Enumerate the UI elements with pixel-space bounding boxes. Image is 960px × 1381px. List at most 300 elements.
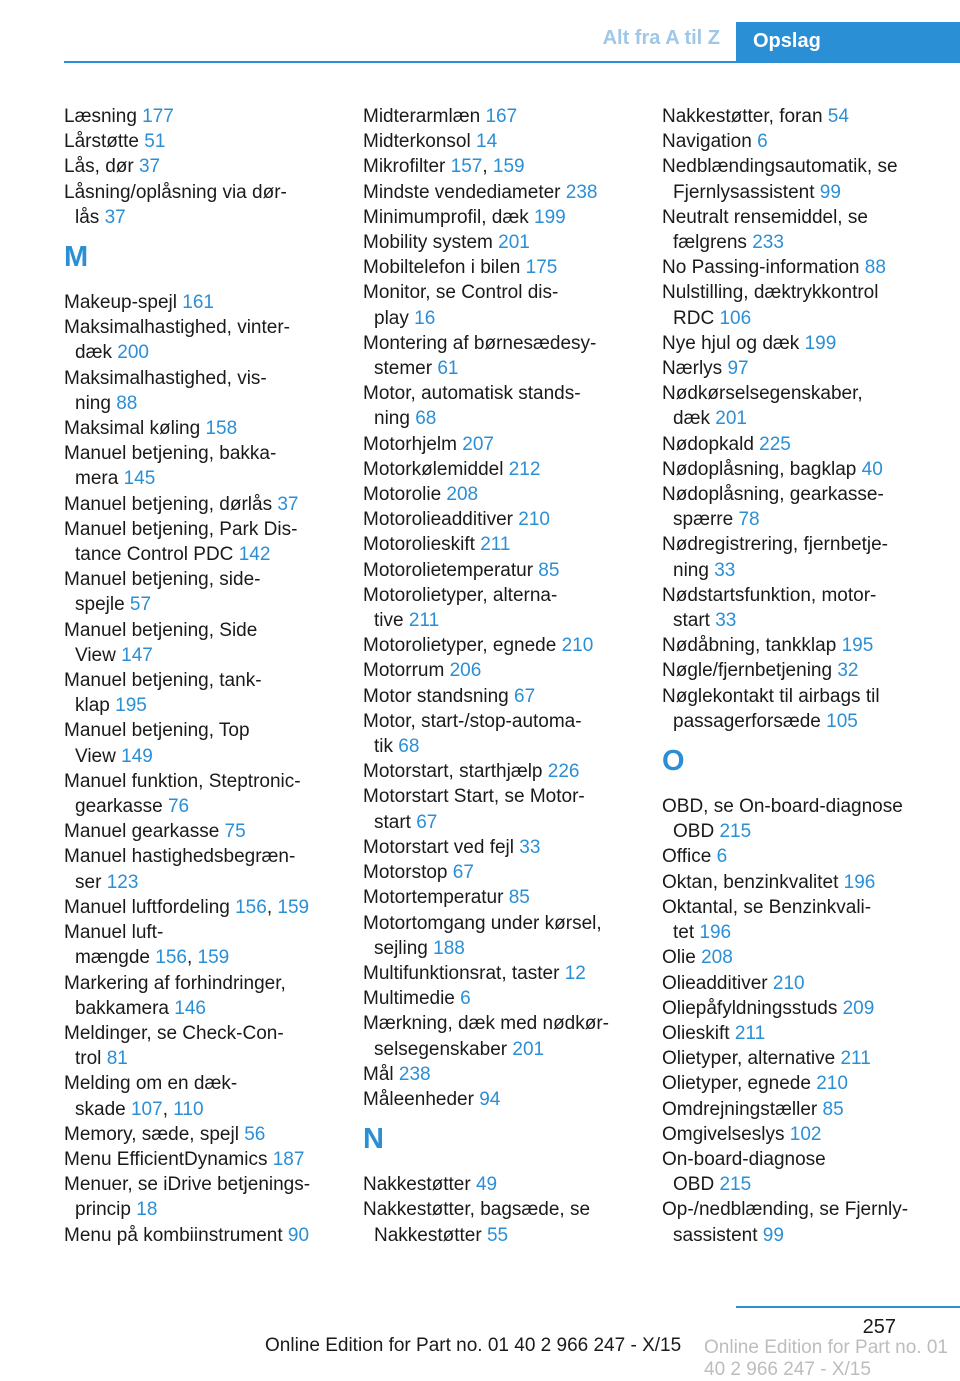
index-entry-text: Memory, sæde, spejl [64, 1123, 245, 1145]
page-link[interactable]: 56 [244, 1123, 266, 1145]
page-link[interactable]: 105 [826, 710, 858, 732]
index-entry [662, 1046, 932, 1071]
index-entry-line [363, 860, 638, 885]
index-entry-line [363, 507, 638, 532]
page-link[interactable]: 85 [822, 1098, 844, 1120]
index-entry [363, 432, 638, 457]
page-link[interactable]: 94 [479, 1088, 501, 1110]
footer-rule [736, 1306, 960, 1308]
index-entry [64, 154, 339, 179]
index-entry-text: Nøglekontakt til airbags til [662, 685, 880, 707]
index-entry-text: RDC [673, 307, 720, 329]
index-entry-line [363, 986, 638, 1011]
page-link[interactable]: 199 [534, 206, 566, 228]
index-entry [363, 961, 638, 986]
page-link[interactable]: 57 [129, 594, 152, 616]
index-entry-line [64, 315, 339, 340]
page-link[interactable]: 37 [104, 206, 126, 228]
page-link[interactable]: 33 [714, 559, 736, 581]
index-entry [363, 230, 638, 255]
index-entry-line [64, 769, 339, 794]
index-entry [363, 1172, 638, 1197]
index-entry [662, 1021, 932, 1046]
index-entry-text: Nødåbning, tankklap [662, 635, 842, 657]
index-entry-text: Omdrejningstæller [662, 1098, 823, 1120]
page-link[interactable]: 85 [538, 559, 560, 581]
page-link[interactable]: 196 [699, 922, 732, 944]
index-entry-line [64, 205, 339, 230]
index-entry [363, 1087, 638, 1112]
page-link[interactable]: 201 [715, 408, 747, 430]
index-entry-text: Oktantal, se Benzinkvali- [662, 896, 872, 918]
page-link[interactable]: 149 [121, 745, 153, 767]
index-entry-text: Midterarmlæn [363, 106, 486, 127]
index-entry-line [363, 356, 638, 381]
index-entry-line [662, 507, 932, 532]
index-entry-line [363, 280, 638, 305]
page-link[interactable]: 215 [719, 821, 752, 843]
index-entry-line [662, 1097, 932, 1122]
index-entry-text: Manuel betjening, dørlås [64, 493, 278, 515]
page-link[interactable]: 37 [277, 493, 299, 515]
page-link[interactable]: 238 [565, 181, 598, 203]
page-link[interactable]: 37 [138, 156, 161, 178]
page-link[interactable]: 207 [462, 433, 494, 455]
index-entry-line [662, 920, 932, 945]
index-entry [662, 280, 932, 330]
index-entry [662, 633, 932, 658]
page-link[interactable]: 233 [752, 232, 784, 254]
index-entry-line [662, 1147, 932, 1172]
page-link[interactable]: 211 [480, 534, 511, 556]
index-entry-line [363, 1172, 638, 1197]
page-link[interactable]: 67 [452, 862, 474, 884]
index-entry [662, 532, 932, 582]
index-entry-text: start [374, 811, 417, 833]
index-entry-text: Motorstop [363, 862, 453, 884]
index-entry [64, 1147, 339, 1172]
index-entry-text: gearkasse [75, 796, 168, 818]
page-link[interactable]: 195 [841, 635, 874, 657]
index-entry-line [64, 819, 339, 844]
index-entry-line [662, 945, 932, 970]
index-entry [363, 180, 638, 205]
page-link[interactable]: 12 [564, 962, 586, 984]
page-link[interactable]: 210 [816, 1073, 848, 1095]
page-link[interactable]: 85 [508, 887, 530, 909]
page-link[interactable]: 157 [450, 156, 483, 178]
page-link[interactable]: 81 [106, 1048, 128, 1070]
index-entry-line [64, 744, 339, 769]
index-entry-text: lås [75, 206, 105, 228]
index-entry-line [64, 492, 339, 517]
index-entry-line [363, 154, 638, 179]
page-link[interactable]: 14 [476, 131, 498, 153]
index-entry-line [662, 432, 932, 457]
index-entry-text: Nødkørselsegenskaber, [662, 383, 863, 405]
index-entry-line [64, 154, 339, 179]
index-entry-text: Navigation [662, 131, 758, 153]
index-entry-line [363, 1037, 638, 1062]
page-link[interactable]: 68 [398, 736, 420, 758]
index-entry-text: Multifunktionsrat, taster [363, 962, 565, 984]
page-link[interactable]: 40 [861, 458, 883, 480]
index-entry-text: mera [75, 468, 124, 490]
index-entry-text: play [374, 307, 415, 329]
page-link[interactable]: 211 [408, 610, 440, 632]
index-entry-line [363, 961, 638, 986]
index-entry-line [662, 230, 932, 255]
index-entry-text: Monitor, se Control dis- [363, 282, 559, 304]
index-letter-heading: M [64, 241, 89, 274]
index-entry-text: Nulstilling, dæktrykkontrol [662, 282, 879, 304]
index-entry-line [363, 709, 638, 734]
page-link[interactable]: 238 [398, 1063, 431, 1085]
index-entry [363, 759, 638, 784]
page-link[interactable]: 210 [772, 972, 805, 994]
index-entry [662, 381, 932, 431]
page-link[interactable]: 90 [287, 1224, 310, 1246]
page-link[interactable]: 200 [117, 342, 149, 364]
page-separator: , [186, 947, 198, 969]
page-link[interactable]: 88 [864, 257, 886, 279]
page-link[interactable]: 67 [416, 811, 438, 833]
index-entry-line [64, 693, 339, 718]
index-entry-text: Lås, dør [64, 156, 139, 178]
index-entry-text: Manuel hastighedsbegræn- [64, 846, 296, 868]
index-entry-text: Manuel betjening, Park Dis- [64, 518, 298, 540]
index-entry-text: View [75, 745, 122, 767]
index-entry-text: Melding om en dæk- [64, 1073, 238, 1095]
index-entry-line [64, 945, 339, 970]
index-entry [662, 457, 932, 482]
index-entry-text: dæk [75, 342, 118, 364]
index-entry-text: Op-/nedblænding, se Fjernly- [662, 1199, 909, 1221]
index-entry-text: Mærkning, dæk med nødkør- [363, 1013, 610, 1035]
page-link[interactable]: 32 [837, 660, 859, 682]
page-link[interactable]: 210 [561, 635, 594, 657]
index-entry-text: No Passing-information [662, 257, 865, 279]
page-separator: , [482, 156, 493, 178]
index-entry-line [64, 1223, 339, 1248]
page-link[interactable]: 211 [840, 1048, 871, 1070]
index-entry-text: Lårstøtte [64, 131, 145, 153]
index-entry [662, 255, 932, 280]
page-link[interactable]: 51 [144, 131, 166, 153]
index-entry-line [662, 180, 932, 205]
index-entry-text: Motorhjelm [363, 433, 463, 455]
page-link[interactable]: 199 [804, 332, 837, 354]
index-entry-text: Motorstart Start, se Motor- [363, 786, 585, 808]
page-link[interactable]: 201 [512, 1038, 545, 1060]
index-entry-text: ning [75, 392, 117, 414]
index-entry [64, 1122, 339, 1147]
index-entry-text: Olietyper, alternative [662, 1048, 841, 1070]
index-entry-line [363, 911, 638, 936]
page-link[interactable]: 16 [414, 307, 436, 329]
page-link[interactable]: 201 [498, 232, 530, 254]
index-entry-text: Oktan, benzinkvalitet [662, 871, 844, 893]
index-entry-text: Motorolietemperatur [363, 559, 539, 581]
index-entry-text: Motortemperatur [363, 887, 509, 909]
index-column-2 [363, 104, 638, 1248]
index-entry-line [64, 1197, 339, 1222]
page-separator: , [162, 1098, 174, 1120]
index-entry-line [363, 205, 638, 230]
index-entry [662, 844, 932, 869]
index-entry-text: Motorstart ved fejl [363, 836, 520, 858]
page-link[interactable]: 226 [547, 761, 580, 783]
index-entry-text: Olieadditiver [662, 972, 773, 994]
index-entry-line [363, 532, 638, 557]
index-entry-line [363, 180, 638, 205]
page-link[interactable]: 55 [486, 1224, 509, 1246]
index-entry-line [662, 104, 932, 129]
page-link[interactable]: 187 [272, 1148, 305, 1170]
page-link[interactable]: 33 [519, 836, 541, 858]
index-entry-text: Midterkonsol [363, 131, 476, 153]
index-entry-line [363, 104, 638, 129]
index-entry [363, 255, 638, 280]
index-entry [363, 1011, 638, 1061]
index-entry [662, 794, 932, 844]
index-entry-text: Oliepåfyldningsstuds [662, 997, 843, 1019]
index-entry-line [662, 1223, 932, 1248]
index-entry-line [64, 391, 339, 416]
index-entry-line [363, 381, 638, 406]
index-entry-text: Maksimalhastighed, vis- [64, 367, 267, 389]
page-link[interactable]: 6 [757, 131, 768, 153]
index-entry-text: Olietyper, egnede [662, 1073, 817, 1095]
page-link[interactable]: 159 [492, 156, 525, 178]
page-link[interactable]: 76 [167, 796, 190, 818]
page-link[interactable]: 110 [173, 1098, 204, 1120]
index-entry [363, 835, 638, 860]
page-link[interactable]: 145 [123, 468, 156, 490]
index-entry-text: Neutralt rensemiddel, se [662, 206, 868, 228]
page-link[interactable]: 78 [738, 509, 760, 531]
index-entry-text: Manuel funktion, Steptronic- [64, 770, 301, 792]
index-entry-text: Nakkestøtter, bagsæde, se [363, 1199, 591, 1221]
page-link[interactable]: 61 [437, 358, 459, 380]
index-entry-text: Nedblændingsautomatik, se [662, 156, 898, 178]
index-entry [363, 709, 638, 759]
index-entry [64, 441, 339, 491]
index-entry [64, 668, 339, 718]
page-link[interactable]: 195 [115, 695, 147, 717]
index-entry-text: Meldinger, se Check-Con- [64, 1022, 284, 1044]
index-entry-line [662, 482, 932, 507]
page-link[interactable]: 188 [433, 937, 465, 959]
index-entry-line [662, 1197, 932, 1222]
index-entry-text: Minimumprofil, dæk [363, 206, 535, 228]
index-entry [662, 870, 932, 895]
index-entry-text: sassistent [673, 1224, 763, 1246]
index-entry-text: dæk [673, 408, 716, 430]
page-link[interactable]: 97 [727, 358, 749, 380]
index-entry-text: Montering af børnesædesy- [363, 332, 597, 354]
index-entry-line [64, 844, 339, 869]
page-link[interactable]: 75 [224, 821, 246, 843]
index-entry-text: Maksimalhastighed, vinter- [64, 317, 290, 339]
index-entry [64, 129, 339, 154]
page-link[interactable]: 209 [842, 997, 875, 1019]
index-entry-text: Nødoplåsning, bagklap [662, 458, 862, 480]
page-link[interactable]: 206 [449, 660, 482, 682]
index-entry-text: OBD [673, 821, 720, 843]
page-link[interactable]: 156 [155, 947, 187, 969]
page-link[interactable]: 106 [719, 307, 752, 329]
page-link[interactable]: 107 [130, 1098, 163, 1120]
index-entry-text: Motorolietyper, alterna- [363, 584, 558, 606]
index-entry-line [662, 381, 932, 406]
index-entry [64, 769, 339, 819]
index-entry-text: bakkamera [75, 997, 175, 1019]
index-entry [662, 1071, 932, 1096]
index-entry [662, 1097, 932, 1122]
index-entry-line [662, 658, 932, 683]
index-entry-text: Manuel betjening, bakka- [64, 443, 277, 465]
index-entry [64, 920, 339, 970]
page-link[interactable]: 88 [116, 392, 138, 414]
page-link[interactable]: 210 [518, 509, 550, 531]
page-link[interactable]: 175 [525, 257, 558, 279]
index-entry-text: Manuel betjening, Side [64, 619, 258, 641]
page-link[interactable]: 6 [716, 846, 728, 868]
page-link[interactable]: 211 [734, 1022, 766, 1044]
index-entry-line [363, 608, 638, 633]
index-entry-text: tik [374, 736, 399, 758]
index-entry-line [363, 633, 638, 658]
index-entry-text: Nakkestøtter [363, 1174, 476, 1196]
index-entry-text: ser [75, 871, 107, 893]
index-entry [363, 986, 638, 1011]
index-entry-line [64, 366, 339, 391]
page-link[interactable]: 18 [136, 1199, 158, 1221]
index-entry-line [64, 870, 339, 895]
index-entry [363, 104, 638, 129]
page-link[interactable]: 67 [514, 685, 536, 707]
page-link[interactable]: 142 [238, 544, 271, 566]
index-entry-text: Omgivelseslys [662, 1123, 790, 1145]
index-entry-text: On-board-diagnose [662, 1148, 826, 1170]
index-entry-line [363, 583, 638, 608]
index-entry-text: Maksimal køling [64, 418, 206, 440]
page-link[interactable]: 6 [460, 988, 471, 1010]
page-link[interactable]: 49 [475, 1174, 498, 1196]
index-entry-text: Nakkestøtter, foran [662, 106, 828, 127]
index-entry [662, 482, 932, 532]
index-entry-text: Læsning [64, 106, 143, 127]
index-entry [662, 1147, 932, 1197]
index-entry [363, 507, 638, 532]
index-entry-line [662, 1021, 932, 1046]
index-entry-text: Olie [662, 947, 702, 969]
index-entry [363, 1197, 638, 1247]
page-link[interactable]: 208 [446, 484, 479, 506]
index-entry [363, 911, 638, 961]
watermark: Online Edition for Part no. 01 40 2 966 247 - X/15 [704, 1337, 948, 1380]
index-entry-line [363, 658, 638, 683]
index-entry-line [363, 129, 638, 154]
page-link[interactable]: 161 [182, 292, 214, 314]
index-entry-text: Motor, automatisk stands- [363, 383, 581, 405]
index-entry-text: Motorolie [363, 484, 447, 506]
page-link[interactable]: 54 [827, 106, 849, 127]
page-link[interactable]: 159 [197, 947, 230, 969]
index-column-1 [64, 104, 339, 1248]
index-entry [662, 356, 932, 381]
page-link[interactable]: 99 [819, 181, 841, 203]
index-letter-heading: O [662, 745, 685, 778]
index-entry-line [662, 406, 932, 431]
index-entry-line [64, 1046, 339, 1071]
page-link[interactable]: 33 [715, 610, 737, 632]
index-entry [64, 819, 339, 844]
index-entry-text: klap [75, 695, 116, 717]
page-link[interactable]: 208 [701, 947, 733, 969]
index-entry-text: fælgrens [673, 232, 753, 254]
index-entry-line [662, 558, 932, 583]
page-link[interactable]: 167 [485, 106, 518, 127]
edition-text: Online Edition for Part no. 01 40 2 966 247 - X/15 [265, 1335, 682, 1356]
index-entry [662, 658, 932, 683]
index-entry-line [64, 340, 339, 365]
index-entry-line [363, 1087, 638, 1112]
index-entry-text: Låsning/oplåsning via dør- [64, 181, 287, 203]
index-entry-text: Manuel betjening, Top [64, 720, 250, 742]
index-entry-text: Nødopkald [662, 433, 760, 455]
index-entry-text: Motor standsning [363, 685, 515, 707]
index-entry-text: Manuel gearkasse [64, 821, 225, 843]
index-entry-line [64, 416, 339, 441]
index-entry [363, 860, 638, 885]
index-entry-line [662, 331, 932, 356]
page-link[interactable]: 99 [762, 1224, 784, 1246]
page-link[interactable]: 146 [174, 997, 206, 1019]
index-entry-line [662, 306, 932, 331]
page-link[interactable]: 196 [843, 871, 876, 893]
index-entry [363, 658, 638, 683]
index-entry-line [363, 1197, 638, 1222]
index-entry-line [662, 356, 932, 381]
index-entry-text: Manuel betjening, tank- [64, 670, 262, 692]
page-link[interactable]: 156 [235, 896, 267, 918]
page-link[interactable]: 158 [205, 418, 238, 440]
index-entry-text: stemer [374, 358, 438, 380]
index-entry-text: Manuel luft- [64, 922, 164, 944]
index-entry-text: Nærlys [662, 358, 728, 380]
page-link[interactable]: 102 [789, 1123, 822, 1145]
page-link[interactable]: 225 [759, 433, 791, 455]
index-entry-line [64, 996, 339, 1021]
index-entry-text: Manuel betjening, side- [64, 569, 261, 591]
page-link[interactable]: 212 [508, 458, 541, 480]
page-link[interactable]: 215 [719, 1174, 752, 1196]
page-link[interactable]: 177 [142, 106, 174, 127]
page-link[interactable]: 159 [277, 896, 310, 918]
index-entry-line [64, 542, 339, 567]
index-entry-text: OBD [673, 1174, 720, 1196]
page-link[interactable]: 123 [106, 871, 139, 893]
index-entry-text: Motorrum [363, 660, 450, 682]
index-entry-line [662, 457, 932, 482]
index-entry-line [363, 1062, 638, 1087]
index-entry-line [363, 759, 638, 784]
page-link[interactable]: 147 [121, 644, 153, 666]
page-link[interactable]: 68 [415, 408, 437, 430]
index-entry [363, 633, 638, 658]
